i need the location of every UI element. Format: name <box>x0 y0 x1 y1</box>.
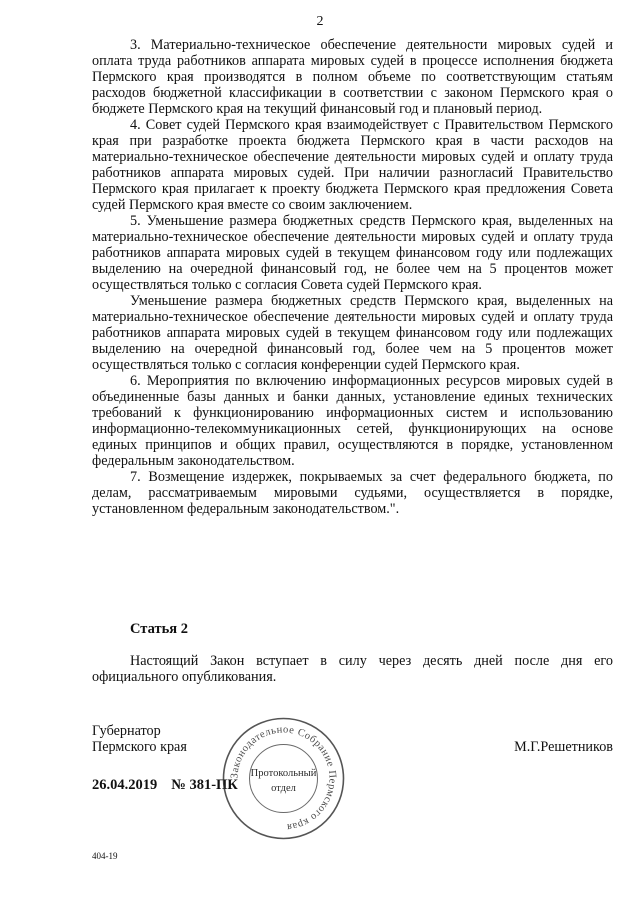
paragraph-5: 5. Уменьшение размера бюджетных средств Пермского края, выделенных на материально-техническое обеспечение деятельности мировых судей и оплату труда работников аппарата мировых судей в текущем финансовом году или подлежащих выделению на очередной финансовый год, не более чем на 5 процентов может осуществляться только с согласия Совета судей Пермского края. <box>92 213 613 293</box>
signer-title-line1: Губернатор <box>92 723 161 739</box>
law-date: 26.04.2019 <box>92 777 158 793</box>
paragraph-5-continued: Уменьшение размера бюджетных средств Пермского края, выделенных на материально-техническое обеспечение деятельности мировых судей и оплату труда работников аппарата мировых судей в текущем финансовом году или подлежащих выделению на очередной финансовый год, более чем на 5 процентов может осуществляться только с согласия конференции судей Пермского края. <box>92 293 613 373</box>
stamp-ring-textpath: Законодательное Собрание Пермского края <box>229 724 338 833</box>
document-code: 404-19 <box>92 851 118 861</box>
paragraph-7: 7. Возмещение издержек, покрываемых за счет федерального бюджета, по делам, рассматриваемым мировыми судьями, осуществляется в порядке, установленном федеральным законодательством.". <box>92 469 613 517</box>
law-number: № 381-ПК <box>171 777 238 793</box>
paragraph-6: 6. Мероприятия по включению информационных ресурсов мировых судей в объединенные базы данных и банки данных, установление единых технических требований к функционированию информационных систем и использованию информационно-телекоммуникационных сетей, функционирующих на основе единых принципов и общих правил, осуществляются в порядке, установленном федеральным законодательством. <box>92 373 613 469</box>
paragraph-4: 4. Совет судей Пермского края взаимодействует с Правительством Пермского края при разработке проекта бюджета Пермского края в части расходов на материально-техническое обеспечение деятельности мировых судей и оплату труда работников аппарата мировых судей. При наличии разногласий Правительство Пермского края прилагает к проекту бюджета Пермского края предложения Совета судей Пермского края вместе со своим заключением. <box>92 117 613 213</box>
signer-name: М.Г.Решетников <box>514 739 613 755</box>
page-number: 2 <box>316 14 324 29</box>
signer-title <box>92 723 187 755</box>
article-text <box>92 653 613 685</box>
law-body-text <box>92 37 613 517</box>
law-date-number <box>92 777 238 794</box>
article-paragraph: Настоящий Закон вступает в силу через десять дней после дня его официального опубликования. <box>92 653 613 685</box>
stamp-inner-line2: отдел <box>271 783 296 794</box>
article-heading: Статья 2 <box>130 621 188 637</box>
official-stamp <box>221 716 346 841</box>
stamp-inner-line1: Протокольный <box>250 768 317 779</box>
signer-title-line2: Пермского края <box>92 739 187 755</box>
paragraph-3: 3. Материально-техническое обеспечение деятельности мировых судей и оплата труда работников аппарата мировых судей в процессе исполнения бюджета Пермского края производятся в полном объеме по соответствующим статьям расходов бюджетной классификации в соответствии с законом Пермского края о бюджете Пермского края на текущий финансовый год и плановый период. <box>92 37 613 117</box>
